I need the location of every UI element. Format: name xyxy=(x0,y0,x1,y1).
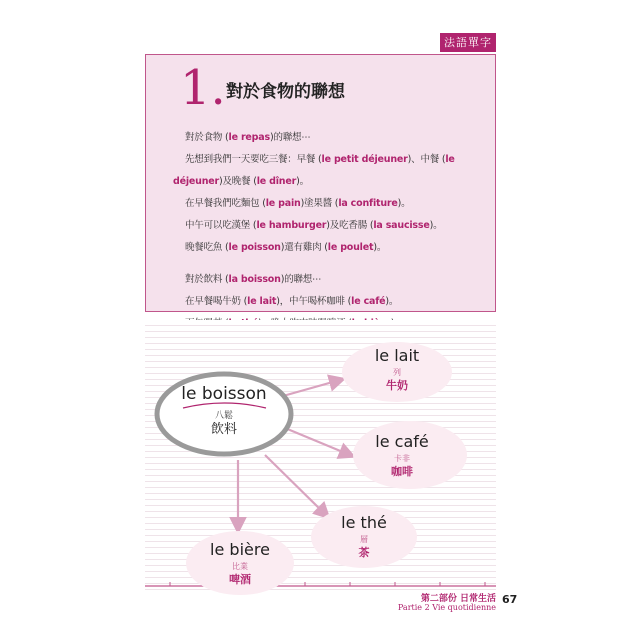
chinese-text: 在早餐我們吃麵包 ( xyxy=(185,198,266,209)
node-biere-phonetic: 比業 xyxy=(232,562,248,571)
node-cafe xyxy=(357,432,447,479)
french-term: le xyxy=(445,154,455,165)
node-the xyxy=(320,513,408,560)
french-term: le hamburger xyxy=(256,220,327,231)
french-term: la confiture xyxy=(338,198,398,209)
heading-number: 1. xyxy=(180,60,226,116)
french-term: le poulet xyxy=(327,242,374,253)
chinese-text: 對於食物 ( xyxy=(185,132,229,143)
chinese-text: 晚餐吃魚 ( xyxy=(185,242,229,253)
french-term: le café xyxy=(351,296,386,307)
node-biere-french: le bière xyxy=(210,540,270,559)
footer-part-chinese: 第二部份 日常生活 xyxy=(420,594,496,604)
french-term: le dîner xyxy=(256,176,297,187)
chinese-text: )的聯想⋯ xyxy=(269,132,311,143)
chinese-text: )還有雞肉 ( xyxy=(280,242,328,253)
chinese-text: )的聯想⋯ xyxy=(280,274,322,285)
chinese-text: )。 xyxy=(373,242,387,253)
french-term: le repas xyxy=(228,132,270,143)
center-node-phonetic: 八鬆 xyxy=(214,411,233,421)
chinese-text: )，中午喝杯咖啡 ( xyxy=(276,296,352,307)
node-cafe-phonetic: 卡非 xyxy=(394,454,410,463)
node-the-phonetic: 層 xyxy=(360,535,368,544)
page-number: 67 xyxy=(502,593,518,606)
footer-part-french: Partie 2 Vie quotidienne xyxy=(397,603,496,612)
french-term: le poisson xyxy=(228,242,281,253)
center-node-chinese: 飲料 xyxy=(210,422,237,437)
chinese-text: 先想到我們一天要吃三餐：早餐 ( xyxy=(185,154,322,165)
chinese-text: 中午可以吃漢堡 ( xyxy=(185,220,257,231)
node-cafe-chinese: 咖啡 xyxy=(391,465,413,478)
chinese-text: )及吃香腸 ( xyxy=(326,220,374,231)
french-term: déjeuner xyxy=(173,176,219,187)
node-lait-phonetic: 列 xyxy=(393,368,401,377)
chinese-text: )。 xyxy=(397,198,411,209)
section-tag: 法語單字 xyxy=(440,33,496,52)
heading-title: 對於食物的聯想 xyxy=(226,82,345,102)
arrow-to-the xyxy=(265,455,326,515)
french-term: le pain xyxy=(265,198,301,209)
node-lait xyxy=(352,346,442,393)
node-lait-chinese: 牛奶 xyxy=(386,379,408,392)
chinese-text: )。 xyxy=(385,296,399,307)
french-term: la boisson xyxy=(228,274,281,285)
chinese-text: 在早餐喝牛奶 ( xyxy=(185,296,248,307)
node-lait-french: le lait xyxy=(374,346,420,365)
chinese-text: )。 xyxy=(296,176,309,187)
chinese-text: )、中餐 ( xyxy=(407,154,446,165)
chinese-text: )塗果醬 ( xyxy=(300,198,339,209)
node-the-french: le thé xyxy=(341,513,387,532)
center-node xyxy=(164,384,284,438)
center-node-french: le boisson xyxy=(181,384,267,404)
arrow-to-lait xyxy=(283,380,340,396)
node-the-chinese: 茶 xyxy=(358,546,370,559)
node-biere xyxy=(193,540,287,587)
chinese-text: )及晚餐 ( xyxy=(219,176,257,187)
chinese-text: )。 xyxy=(429,220,443,231)
node-biere-chinese: 啤酒 xyxy=(229,573,251,586)
chinese-text: 對於飲料 ( xyxy=(185,274,229,285)
french-term: la saucisse xyxy=(373,220,430,231)
french-term: le lait xyxy=(247,296,277,307)
french-term: le petit déjeuner xyxy=(321,154,408,165)
node-cafe-french: le café xyxy=(375,432,429,451)
arrow-to-cafe xyxy=(285,428,350,455)
